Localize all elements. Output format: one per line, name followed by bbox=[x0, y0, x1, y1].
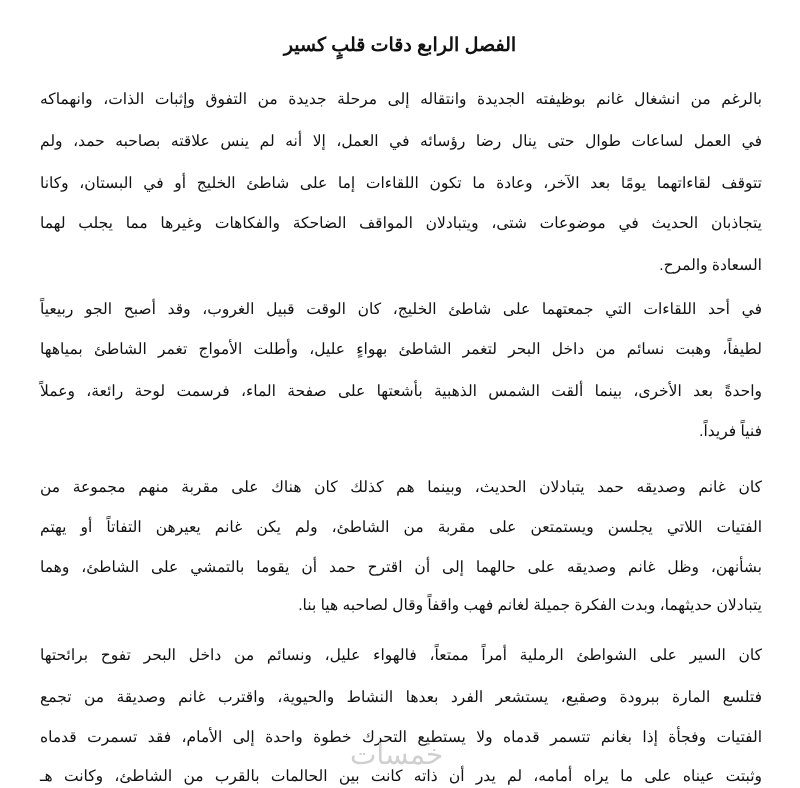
text-line: الفتيات اللاتي يجلسن ويستمتعن على مقربة من الشاطئ، ولم يكن غانم يعيرهن التفاتاً أو يهتم bbox=[40, 519, 762, 536]
watermark: خمسات bbox=[350, 739, 444, 770]
text-line: فتلسع المارة ببرودة وصقيع، يستشعر الفرد بعدها النشاط والحيوية، واقترب غانم وصديقة من تجمع bbox=[40, 689, 762, 706]
text-line: في أحد اللقاءات التي جمعتهما على شاطئ الخليج، كان الوقت قبيل الغروب، وقد أصبح الجو ربيعياً bbox=[40, 301, 762, 318]
text-line: فنياً فريداً. bbox=[699, 423, 762, 440]
text-line: بشأنهن، وظل غانم وصديقه على حالهما إلى أن اقترح حمد أن يقوما بالتمشي على الشاطئ، وهما bbox=[40, 559, 762, 576]
text-line: وثبتت عيناه على ما يراه أمامه، لم يدر أن ذاته كانت بين الحالمات بالقرب من الشاطئ، وكانت هـ bbox=[40, 768, 762, 785]
text-line: كان السير على الشواطئ الرملية أمراً ممتعاً، فالهواء عليل، ونسائم من داخل البحر تفوح برائحتها bbox=[40, 647, 762, 664]
text-line: لطيفاً، وهبت نسائم من داخل البحر لتغمر الشاطئ بهواءٍ عليل، وأطلت الأمواج تغمر الشاطئ بمياهها bbox=[40, 341, 762, 358]
text-line: يتجاذبان الحديث في موضوعات شتى، ويتبادلان المواقف الضاحكة والفكاهات وغيرها مما يجلب لهما bbox=[40, 215, 762, 232]
text-line: تتوقف لقاءاتهما يومًا بعد الآخر، وعادة ما تكون اللقاءات إما على شاطئ الخليج أو في البستان، وكانا bbox=[40, 175, 762, 192]
text-line: الفتيات وفجأة إذا بغانم تتسمر قدماه ولا يستطيع التحرك خطوة واحدة إلى الأمام، فقد تسمرت قدماه bbox=[40, 729, 762, 746]
text-line: واحدةً بعد الأخرى، بينما ألقت الشمس الذهبية بأشعتها على صفحة الماء، فرسمت لوحة رائعة، وعملاً bbox=[40, 383, 762, 400]
text-line: في العمل لساعات طوال حتى ينال رضا رؤسائه في العمل، إلا أنه لم ينس علاقته بصاحبه حمد، ولم bbox=[40, 133, 762, 150]
text-line: السعادة والمرح. bbox=[659, 257, 762, 274]
text-line: كان غانم وصديقه حمد يتبادلان الحديث، وبينما هم كذلك كان هناك على مقربة منهم مجموعة من bbox=[40, 479, 762, 496]
chapter-title: الفصل الرابع دقات قلبٍ كسير bbox=[283, 35, 517, 56]
text-line: يتبادلان حديثهما، وبدت الفكرة جميلة لغانم فهب واقفاً وقال لصاحبه هيا بنا. bbox=[298, 597, 762, 614]
text-line: بالرغم من انشغال غانم بوظيفته الجديدة وانتقاله إلى مرحلة جديدة من التفوق وإثبات الذات، وانهماكه bbox=[40, 91, 762, 108]
